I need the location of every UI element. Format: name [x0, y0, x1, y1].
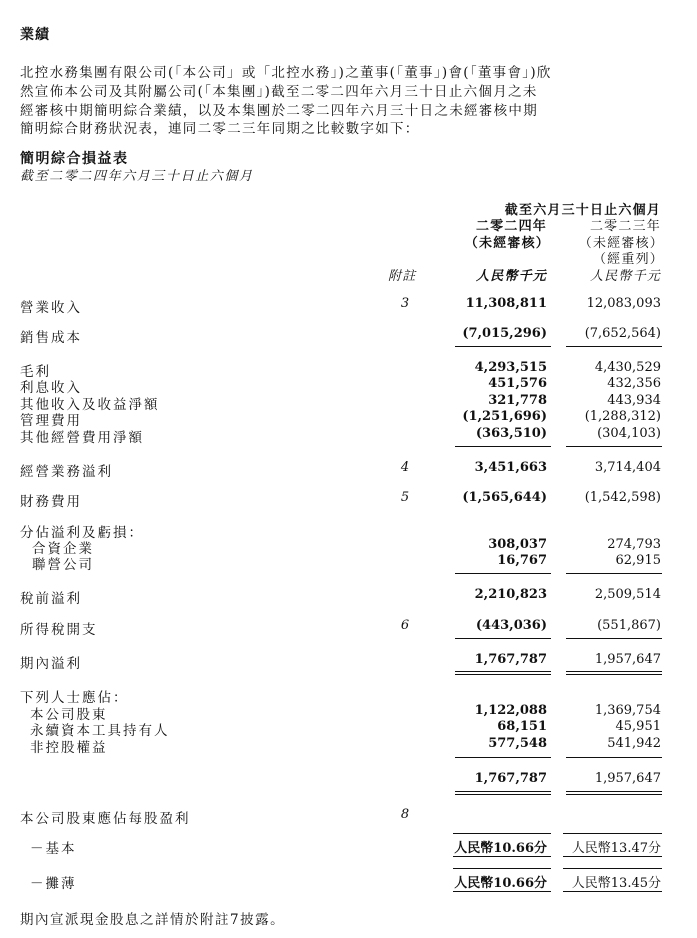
subtotal-rule	[566, 757, 662, 758]
statement-title: 簡明綜合損益表	[20, 151, 129, 167]
row-value-2023: 541,942	[607, 736, 661, 751]
total-rule	[566, 674, 662, 675]
subtotal-rule	[566, 573, 662, 574]
row-value-2023: 62,915	[615, 553, 661, 568]
row-value-2024: 2,210,823	[474, 587, 547, 602]
row-label: 非控股權益	[30, 740, 108, 756]
row-label: 期內溢利	[20, 656, 82, 672]
footer-note: 期內宣派現金股息之詳情於附註7披露。	[20, 912, 286, 928]
subtotal-rule	[455, 573, 551, 574]
intro-line-3: 經審核中期簡明綜合業績，以及本集團於二零二四年六月三十日之未經審核中期	[20, 103, 538, 119]
row-value-2024: 3,451,663	[474, 460, 547, 475]
intro-line-4: 簡明綜合財務狀況表，連同二零二三年同期之比較數字如下：	[20, 121, 420, 137]
row-label: 管理費用	[20, 413, 82, 429]
row-label: 本公司股東	[30, 707, 108, 723]
col2-unit: 人民幣千元	[589, 269, 661, 284]
row-value-2024: (1,251,696)	[462, 409, 547, 424]
col1-unit: 人民幣千元	[475, 269, 547, 284]
row-note: 4	[400, 460, 410, 475]
row-label: 稅前溢利	[20, 591, 82, 607]
row-value-2023: 3,714,404	[594, 460, 661, 475]
row-value-2023: 12,083,093	[586, 296, 661, 311]
period-header: 截至六月三十日止六個月	[504, 203, 661, 218]
row-value-2024: (363,510)	[475, 426, 547, 441]
total-rule	[455, 674, 551, 675]
row-value-2023: (304,103)	[597, 426, 661, 441]
row-label: 所得稅開支	[20, 622, 98, 638]
notes-header: 附註	[388, 269, 417, 284]
row-label: 永續資本工具持有人	[30, 723, 170, 739]
row-value-2024: 人民幣10.66分	[454, 841, 547, 856]
total-rule	[455, 794, 551, 795]
total-rule	[566, 791, 662, 792]
subtotal-rule	[455, 446, 551, 447]
subtotal-rule	[566, 346, 662, 347]
row-value-2024: (443,036)	[475, 618, 547, 633]
row-label: 毛利	[20, 364, 51, 380]
row-label: 合資企業	[32, 541, 94, 557]
intro-line-1: 北控水務集團有限公司(「本公司」或「北控水務」)之董事(「董事」)會(「董事會」)欣	[20, 65, 552, 81]
row-label: 聯營公司	[32, 557, 94, 573]
total-rule	[455, 671, 551, 672]
row-value-2023: (1,288,312)	[584, 409, 661, 424]
row-value-2024: 人民幣10.66分	[454, 876, 547, 891]
row-value-2023: 人民幣13.45分	[571, 876, 661, 891]
row-note: 6	[400, 618, 410, 633]
total-rule	[566, 794, 662, 795]
total-rule	[566, 671, 662, 672]
row-value-2024: 577,548	[488, 736, 547, 751]
statement-subtitle: 截至二零二四年六月三十日止六個月	[20, 169, 254, 184]
col1-audit: （未經審核）	[464, 236, 550, 251]
row-label: 財務費用	[20, 494, 82, 510]
col1-year: 二零二四年	[475, 219, 547, 234]
row-label: －攤薄	[30, 876, 77, 892]
row-note: 3	[400, 296, 410, 311]
row-label: 本公司股東應佔每股盈利	[20, 811, 191, 827]
row-label: 分佔溢利及虧損：	[20, 525, 144, 541]
row-value-2023: (7,652,564)	[584, 326, 661, 341]
row-value-2024: 68,151	[497, 719, 547, 734]
row-value-2023: 1,957,647	[594, 652, 661, 667]
section-title: 業績	[20, 27, 50, 43]
row-value-2024: 308,037	[488, 537, 547, 552]
row-value-2023: (551,867)	[597, 618, 661, 633]
subtotal-rule	[566, 638, 662, 639]
total-rule	[455, 791, 551, 792]
row-value-2023: 443,934	[607, 393, 661, 408]
row-value-2024: 321,778	[488, 393, 547, 408]
row-value-2024: 11,308,811	[465, 296, 547, 311]
row-value-2023: 4,430,529	[594, 360, 661, 375]
col2-restated: （經重列）	[592, 252, 664, 267]
row-value-2023: 45,951	[615, 719, 661, 734]
row-value-2024: 1,767,787	[474, 652, 547, 667]
row-value-2024: 1,122,088	[474, 703, 547, 718]
subtotal-rule	[566, 446, 662, 447]
row-value-2023: 432,356	[607, 376, 661, 391]
row-value-2023: 274,793	[607, 537, 661, 552]
row-note: 5	[400, 490, 410, 505]
row-value-2024: (7,015,296)	[462, 326, 547, 341]
row-value-2024: 451,576	[488, 376, 547, 391]
row-note: 8	[400, 807, 410, 822]
row-label: 經營業務溢利	[20, 464, 113, 480]
subtotal-rule	[455, 757, 551, 758]
row-value-2024: 4,293,515	[474, 360, 547, 375]
row-label: 下列人士應佔：	[20, 690, 129, 706]
row-value-2023: 1,369,754	[594, 703, 661, 718]
row-value-2023: 2,509,514	[594, 587, 661, 602]
row-value-2024: (1,565,644)	[462, 490, 547, 505]
row-label: －基本	[30, 841, 77, 857]
col2-year: 二零二三年	[589, 219, 661, 234]
row-value-2023: 1,957,647	[594, 771, 661, 786]
subtotal-rule	[455, 638, 551, 639]
row-label: 其他收入及收益淨額	[20, 397, 160, 413]
row-value-2024: 1,767,787	[474, 771, 547, 786]
row-value-2024: 16,767	[497, 553, 547, 568]
row-value-2023: (1,542,598)	[584, 490, 661, 505]
row-label: 利息收入	[20, 380, 82, 396]
col2-audit: （未經審核）	[578, 236, 664, 251]
subtotal-rule	[455, 346, 551, 347]
intro-line-2: 然宣佈本公司及其附屬公司(「本集團」)截至二零二四年六月三十日止六個月之未	[20, 84, 538, 100]
row-label: 營業收入	[20, 300, 82, 316]
row-label: 銷售成本	[20, 330, 82, 346]
row-value-2023: 人民幣13.47分	[571, 841, 661, 856]
row-label: 其他經營費用淨額	[20, 430, 144, 446]
